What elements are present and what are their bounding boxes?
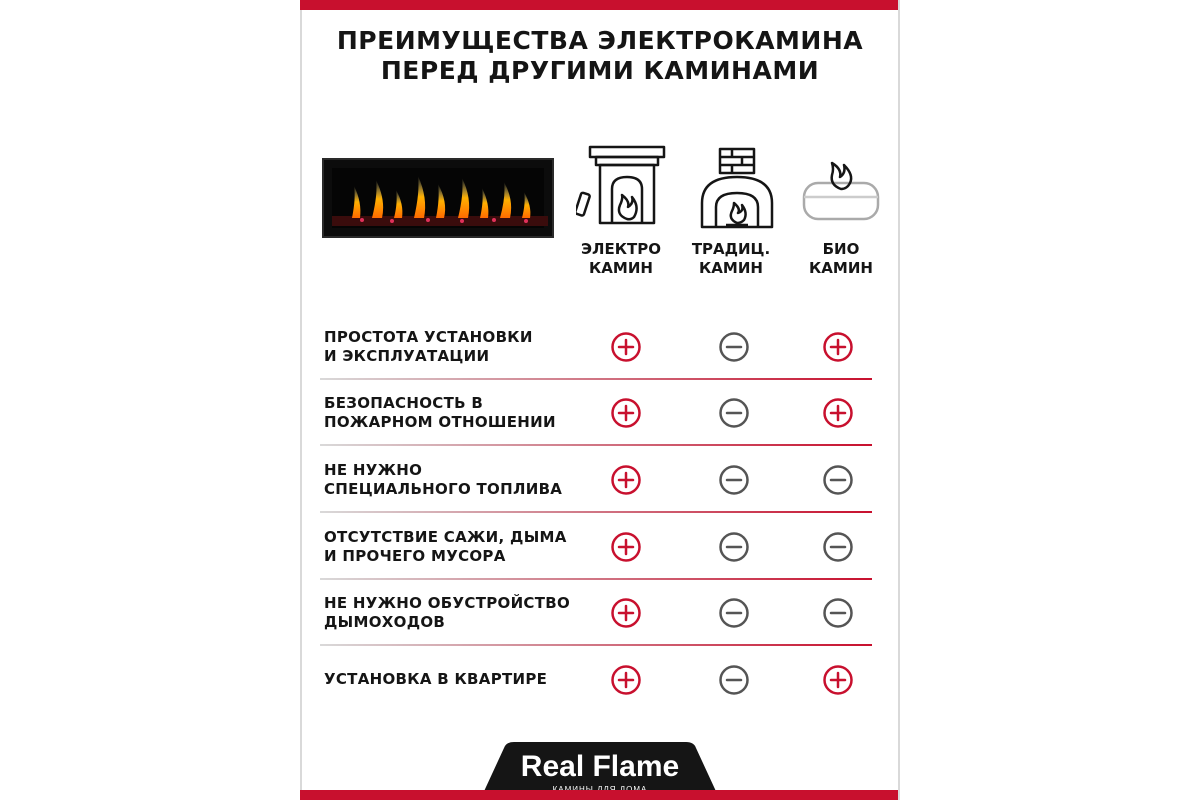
row-label-line: ПРОСТОТА УСТАНОВКИ (324, 328, 533, 346)
row-divider (320, 511, 872, 513)
electric-fireplace-icon (576, 145, 666, 235)
column-label-traditional (676, 240, 786, 278)
row-label-line: И ЭКСПЛУАТАЦИИ (324, 347, 490, 365)
column-label-line: КАМИН (809, 259, 873, 277)
column-label-line: КАМИН (699, 259, 763, 277)
row-label (324, 594, 594, 632)
column-label-line: КАМИН (589, 259, 653, 277)
column-label-bio (786, 240, 896, 278)
top-red-stripe (300, 0, 900, 10)
plus-icon (610, 331, 642, 363)
minus-icon (822, 597, 854, 629)
minus-icon (718, 464, 750, 496)
title-line-1: ПРЕИМУЩЕСТВА ЭЛЕКТРОКАМИНА (336, 26, 864, 55)
row-label (324, 328, 594, 366)
plus-icon (822, 664, 854, 696)
plus-icon (822, 331, 854, 363)
row-label (324, 528, 594, 566)
title-line-2: ПЕРЕД ДРУГИМИ КАМИНАМИ (380, 56, 820, 85)
minus-icon (718, 531, 750, 563)
row-label-line: И ПРОЧЕГО МУСОРА (324, 547, 506, 565)
table-row (324, 588, 872, 638)
plus-icon (610, 597, 642, 629)
bottom-red-stripe (300, 790, 900, 800)
row-label-line: УСТАНОВКА В КВАРТИРЕ (324, 670, 548, 688)
column-label-line: ЭЛЕКТРО (581, 240, 661, 258)
table-row (324, 455, 872, 505)
row-divider (320, 578, 872, 580)
plus-icon (610, 397, 642, 429)
table-row (324, 322, 872, 372)
row-label-line: ОТСУТСТВИЕ САЖИ, ДЫМА (324, 528, 567, 546)
minus-icon (718, 331, 750, 363)
row-divider (320, 378, 872, 380)
column-label-line: БИО (822, 240, 860, 258)
minus-icon (718, 664, 750, 696)
minus-icon (822, 464, 854, 496)
plus-icon (822, 397, 854, 429)
page-title (300, 26, 900, 86)
row-label-line: СПЕЦИАЛЬНОГО ТОПЛИВА (324, 480, 563, 498)
row-label-line: БЕЗОПАСНОСТЬ В (324, 394, 484, 412)
row-label (324, 670, 594, 689)
flame-strip-image (332, 168, 548, 232)
table-row (324, 388, 872, 438)
row-label (324, 394, 594, 432)
plus-icon (610, 664, 642, 696)
electric-fireplace-photo (322, 158, 554, 238)
bio-fireplace-icon (796, 145, 886, 235)
row-label-line: ДЫМОХОДОВ (324, 613, 446, 631)
plus-icon (610, 464, 642, 496)
row-label-line: НЕ НУЖНО (324, 461, 423, 479)
column-label-electric (566, 240, 676, 278)
row-divider (320, 444, 872, 446)
traditional-fireplace-icon (692, 145, 782, 235)
minus-icon (718, 397, 750, 429)
table-row (324, 655, 872, 705)
row-label-line: НЕ НУЖНО ОБУСТРОЙСТВО (324, 594, 571, 612)
row-label-line: ПОЖАРНОМ ОТНОШЕНИИ (324, 413, 556, 431)
minus-icon (822, 531, 854, 563)
infographic-card (300, 0, 900, 800)
row-divider (320, 644, 872, 646)
row-label (324, 461, 594, 499)
table-row (324, 522, 872, 572)
column-label-line: ТРАДИЦ. (691, 240, 771, 258)
plus-icon (610, 531, 642, 563)
minus-icon (718, 597, 750, 629)
logo-brand-text: Real Flame (520, 750, 680, 783)
